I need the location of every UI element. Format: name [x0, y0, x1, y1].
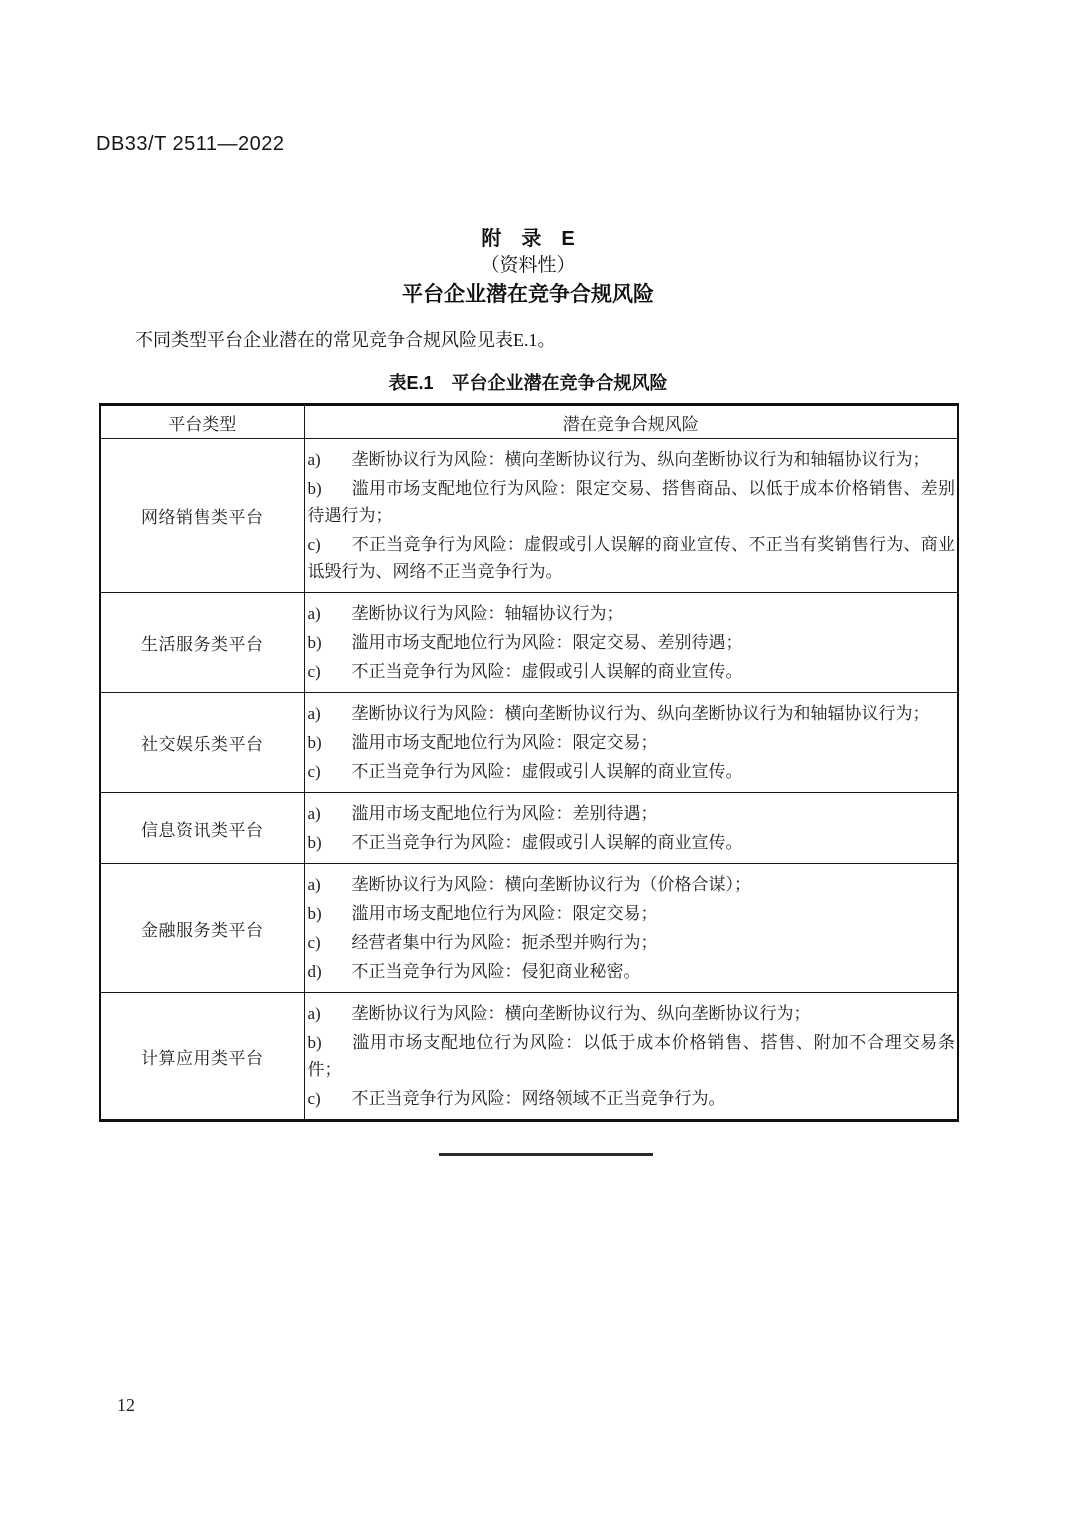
risk-text: 滥用市场支配地位行为风险：限定交易； [351, 733, 658, 752]
risk-item [308, 871, 956, 898]
risk-text: 滥用市场支配地位行为风险：限定交易； [351, 904, 658, 923]
risk-marker: b) [307, 479, 322, 498]
risk-cell [304, 864, 958, 993]
risk-text: 滥用市场支配地位行为风险：以低于成本价格销售、搭售、附加不合理交易条件； [307, 1033, 955, 1079]
appendix-heading: 平台企业潜在竞争合规风险 [402, 283, 654, 306]
page-content [99, 226, 957, 1122]
table-caption: 表E.1 平台企业潜在竞争合规风险 [388, 373, 668, 393]
risk-text: 不正当竞争行为风险：侵犯商业秘密。 [351, 962, 641, 981]
risk-marker: a) [307, 604, 321, 623]
risk-marker: b) [307, 1033, 322, 1052]
platform-type: 计算应用类平台 [100, 993, 304, 1121]
risk-item [308, 1029, 956, 1083]
risk-item [308, 700, 956, 727]
risk-item [308, 629, 956, 656]
risk-item [308, 929, 956, 956]
risk-marker: b) [307, 833, 322, 852]
risk-item [308, 475, 956, 529]
risk-text: 不正当竞争行为风险：虚假或引人误解的商业宣传。 [351, 762, 743, 781]
platform-type: 网络销售类平台 [100, 439, 304, 593]
risk-marker: a) [307, 804, 321, 823]
platform-type: 金融服务类平台 [100, 864, 304, 993]
risk-marker: d) [307, 962, 322, 981]
risk-marker: c) [307, 933, 321, 952]
risk-text: 不正当竞争行为风险：虚假或引人误解的商业宣传。 [351, 662, 743, 681]
risk-item [308, 958, 956, 985]
risk-marker: a) [307, 1004, 321, 1023]
risk-marker: c) [307, 535, 321, 554]
risk-text: 垄断协议行为风险：轴辐协议行为； [351, 604, 624, 623]
risk-marker: b) [307, 633, 322, 652]
risk-text: 滥用市场支配地位行为风险：差别待遇； [351, 804, 658, 823]
risk-text: 经营者集中行为风险：扼杀型并购行为； [351, 933, 658, 952]
column-header-platform: 平台类型 [100, 405, 304, 439]
risk-item [308, 1085, 956, 1112]
column-header-risks: 潜在竞争合规风险 [304, 405, 958, 439]
appendix-subtitle: （资料性） [480, 255, 576, 276]
page-number: 12 [117, 1395, 135, 1415]
risk-text: 不正当竞争行为风险：网络领域不正当竞争行为。 [351, 1089, 726, 1108]
platform-type: 社交娱乐类平台 [100, 693, 304, 793]
risk-item [308, 800, 956, 827]
risk-marker: a) [307, 875, 321, 894]
intro-paragraph: 不同类型平台企业潜在的常见竞争合规风险见表E.1。 [135, 330, 556, 350]
table-row [100, 593, 958, 693]
risk-item [308, 531, 956, 585]
risk-text: 滥用市场支配地位行为风险：限定交易、搭售商品、以低于成本价格销售、差别待遇行为； [307, 479, 955, 525]
table-header-row [100, 405, 958, 439]
risk-text: 垄断协议行为风险：横向垄断协议行为、纵向垄断协议行为和轴辐协议行为； [351, 450, 930, 469]
appendix-title: 附 录 E [481, 228, 575, 250]
risk-table [99, 403, 959, 1122]
table-row [100, 439, 958, 593]
document-number: DB33/T 2511—2022 [96, 133, 285, 155]
risk-text: 垄断协议行为风险：横向垄断协议行为、纵向垄断协议行为； [351, 1004, 811, 1023]
risk-cell [304, 439, 958, 593]
risk-cell [304, 593, 958, 693]
risk-text: 不正当竞争行为风险：虚假或引人误解的商业宣传。 [351, 833, 743, 852]
risk-item [308, 900, 956, 927]
risk-item [308, 446, 956, 473]
risk-item [308, 829, 956, 856]
risk-marker: a) [307, 704, 321, 723]
risk-text: 滥用市场支配地位行为风险：限定交易、差别待遇； [351, 633, 743, 652]
risk-item [308, 658, 956, 685]
risk-marker: b) [307, 733, 322, 752]
risk-item [308, 1000, 956, 1027]
risk-marker: c) [307, 762, 321, 781]
platform-type: 信息资讯类平台 [100, 793, 304, 864]
risk-text: 垄断协议行为风险：横向垄断协议行为（价格合谋）； [351, 875, 751, 894]
risk-text: 不正当竞争行为风险：虚假或引人误解的商业宣传、不正当有奖销售行为、商业诋毁行为、网络不正当竞争行为。 [307, 535, 955, 581]
table-row [100, 993, 958, 1121]
risk-marker: b) [307, 904, 322, 923]
risk-cell [304, 693, 958, 793]
risk-marker: c) [307, 662, 321, 681]
risk-marker: c) [307, 1089, 321, 1108]
risk-item [308, 600, 956, 627]
appendix-title-block [99, 226, 957, 310]
document-end-rule [439, 1153, 653, 1156]
table-row [100, 693, 958, 793]
risk-cell [304, 793, 958, 864]
risk-item [308, 729, 956, 756]
table-row [100, 793, 958, 864]
risk-cell [304, 993, 958, 1121]
risk-item [308, 758, 956, 785]
risk-text: 垄断协议行为风险：横向垄断协议行为、纵向垄断协议行为和轴辐协议行为； [351, 704, 930, 723]
table-row [100, 864, 958, 993]
platform-type: 生活服务类平台 [100, 593, 304, 693]
risk-marker: a) [307, 450, 321, 469]
